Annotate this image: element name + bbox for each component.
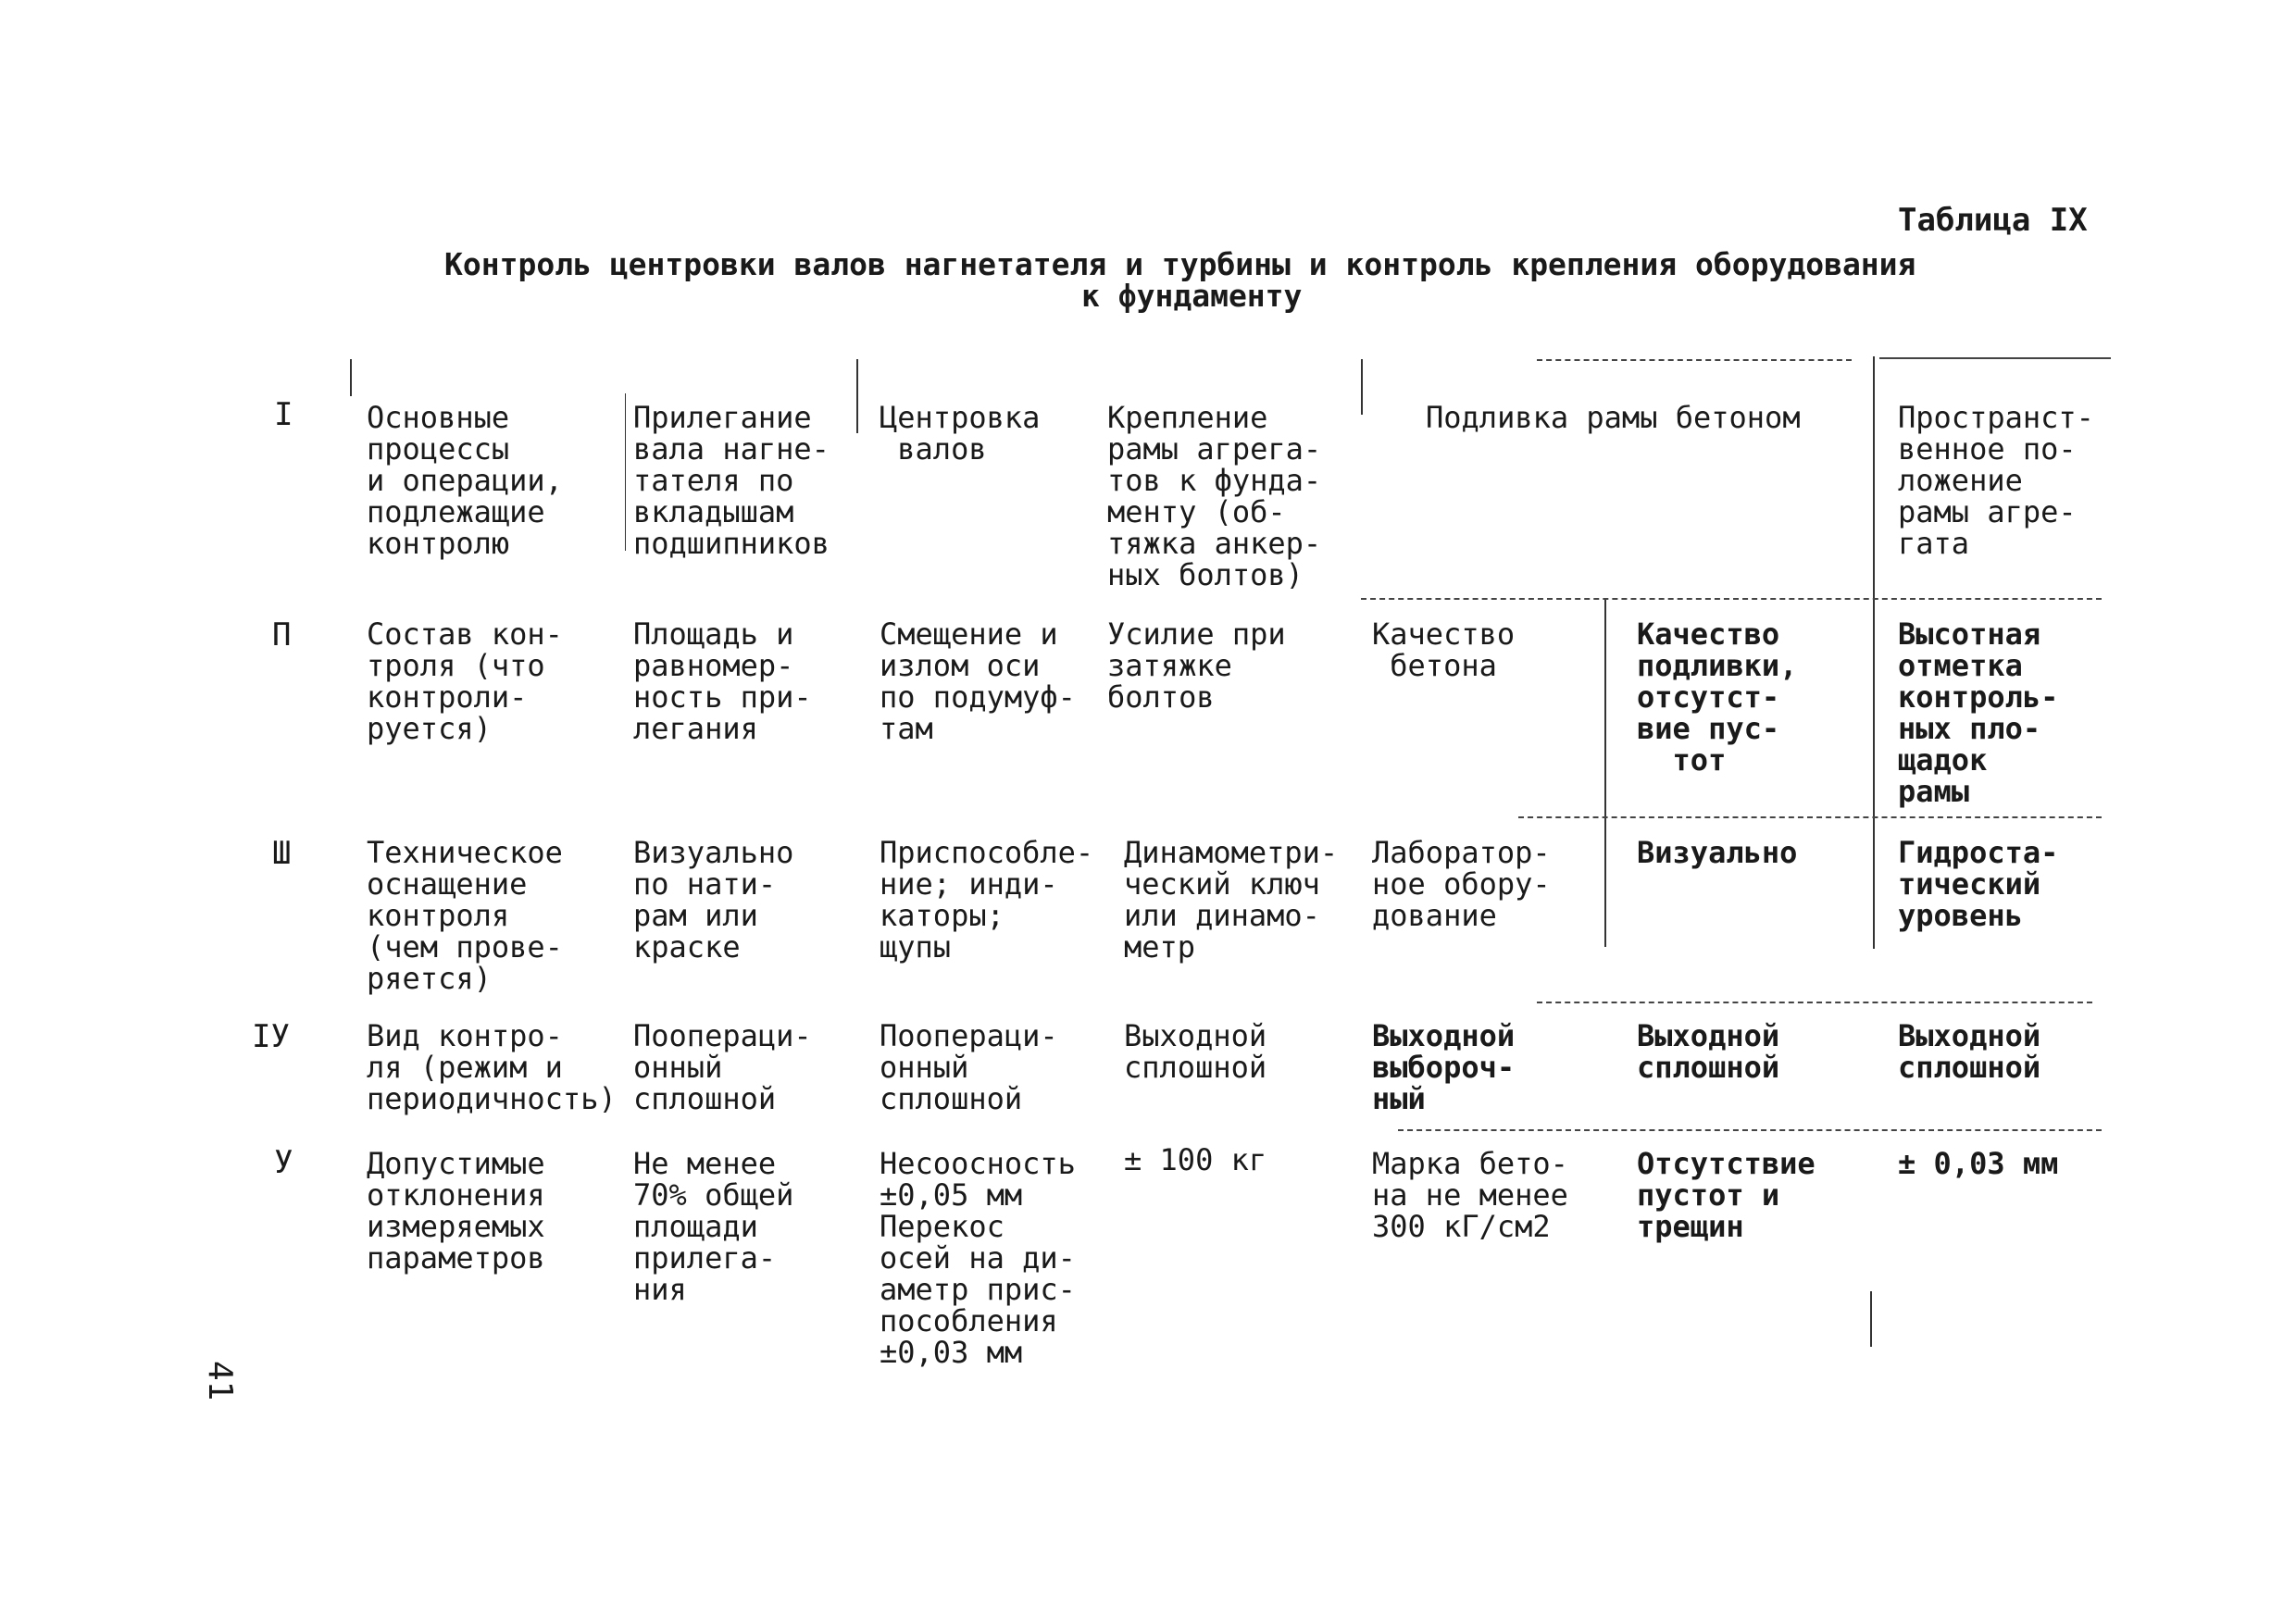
- page-number: 41: [201, 1361, 239, 1401]
- row2-process: Состав кон- троля (что контроли- руется): [367, 616, 563, 746]
- row-number-3: Ш: [272, 835, 292, 872]
- row2-concrete: Качество бетона: [1372, 616, 1516, 683]
- column-divider: [1870, 1291, 1872, 1347]
- row2-shaft-fit: Площадь и равномер- ность при- легания: [633, 616, 812, 746]
- row3-concrete: Лаборатор- ное обору- дование: [1372, 835, 1551, 933]
- row5-grout-quality: Отсутствие пустот и трещин: [1637, 1146, 1816, 1244]
- row2-spatial-position: Высотная отметка контроль- ных пло- щадок рамы: [1898, 616, 2059, 809]
- row2-fastening: Усилие при затяжке болтов: [1107, 616, 1286, 715]
- row-divider: [1361, 598, 2102, 600]
- row3-process: Техническое оснащение контроля (чем прове- ряется): [367, 835, 563, 996]
- row2-grout-quality: Качество подливки, отсутст- вие пус- тот: [1637, 616, 1798, 778]
- row1-shaft-fit: Прилегание вала нагне- тателя по вкладышам подшипников: [633, 400, 830, 561]
- column-divider: [856, 359, 858, 433]
- row5-process: Допустимые отклонения измеряемых параметров: [367, 1146, 545, 1276]
- row4-shaft-fit: Поопераци- онный сплошной: [633, 1018, 812, 1116]
- row4-centering: Поопераци- онный сплошной: [880, 1018, 1058, 1116]
- row3-grout-quality: Визуально: [1637, 835, 1798, 870]
- row3-shaft-fit: Визуально по нати- рам или краске: [633, 835, 794, 965]
- column-divider: [1361, 359, 1363, 415]
- row1-fastening: Крепление рамы агрега- тов к фунда- менту (об- тяжка анкер- ных болтов): [1107, 400, 1322, 592]
- row-divider: [1537, 1002, 2092, 1003]
- row1-spatial-position: Пространст- венное по- ложение рамы агре- гата: [1898, 400, 2094, 561]
- row-number-2: П: [272, 616, 292, 653]
- row5-concrete: Марка бето- на не менее 300 кГ/см2: [1372, 1146, 1568, 1244]
- row5-shaft-fit: Не менее 70% общей площади прилега- ния: [633, 1146, 794, 1307]
- row-divider: [1879, 357, 2111, 359]
- row2-centering: Смещение и излом оси по подумуф- там: [880, 616, 1076, 746]
- row5-spatial-position: ± 0,03 мм: [1898, 1146, 2059, 1181]
- table-title-line2: к фундаменту: [1081, 278, 1303, 314]
- row4-fastening: Выходной сплошной: [1124, 1018, 1267, 1085]
- table-number: Таблица IX: [1898, 202, 2088, 239]
- column-divider: [350, 359, 352, 396]
- row-number-4: IУ: [252, 1018, 290, 1055]
- column-divider: [1604, 600, 1606, 947]
- column-divider: [1873, 356, 1875, 949]
- table-title-line1: Контроль центровки валов нагнетателя и турбины и контроль крепления оборудования: [444, 246, 1916, 282]
- row1-process: Основные процессы и операции, подлежащие контролю: [367, 400, 563, 561]
- row-number-5: У: [274, 1144, 293, 1181]
- row4-grout-quality: Выходной сплошной: [1637, 1018, 1780, 1085]
- row5-fastening: ± 100 кг: [1124, 1142, 1267, 1177]
- row-divider: [1537, 359, 1852, 361]
- row4-process: Вид контро- ля (режим и периодичность): [367, 1018, 617, 1116]
- row-divider: [1518, 816, 2102, 818]
- row3-spatial-position: Гидроста- тический уровень: [1898, 835, 2059, 933]
- row5-centering: Несоосность ±0,05 мм Перекос осей на ди- аметр прис- пособления ±0,03 мм: [880, 1146, 1076, 1370]
- row4-concrete: Выходной выбороч- ный: [1372, 1018, 1516, 1116]
- row1-centering: Центровка валов: [880, 400, 1041, 467]
- column-divider: [625, 393, 626, 551]
- row-divider: [1398, 1129, 2102, 1131]
- row4-spatial-position: Выходной сплошной: [1898, 1018, 2041, 1085]
- row3-fastening: Динамометри- ческий ключ или динамо- метр: [1124, 835, 1339, 965]
- row1-grouting: Подливка рамы бетоном: [1426, 400, 1801, 435]
- row3-centering: Приспособле- ние; инди- каторы; щупы: [880, 835, 1094, 965]
- row-number-1: I: [274, 396, 293, 433]
